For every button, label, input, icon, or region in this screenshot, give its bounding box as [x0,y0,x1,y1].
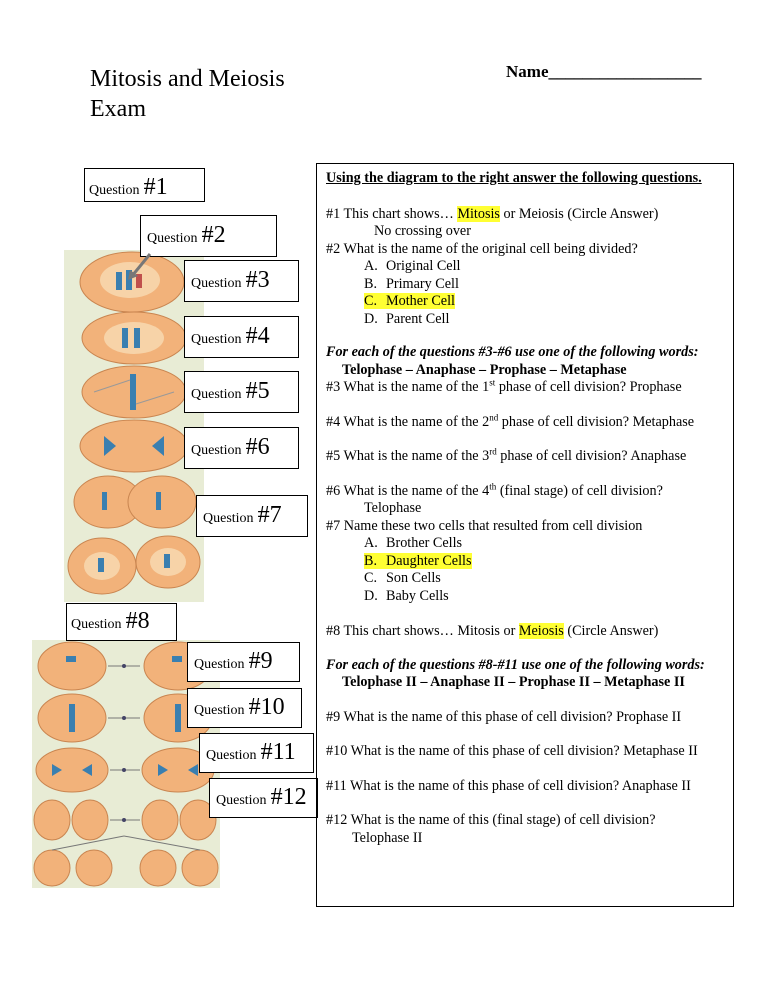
option-d[interactable]: D. Baby Cells [364,587,449,604]
question-6: #6 What is the name of the 4th (final stage) of cell division? [326,480,663,499]
option-a[interactable]: A. Brother Cells [364,535,463,551]
question-label-12 [209,778,318,818]
question-word: Question [216,793,267,808]
question-1: #1 This chart shows… Mitosis or Meiosis (Circle Answer) [326,205,659,222]
option-c[interactable]: C. Mother Cell [364,293,455,309]
question-10: #10 What is the name of this phase of cell division? Metaphase II [326,743,698,759]
question-label-10 [187,688,302,728]
question-label-1 [84,168,205,202]
question-number: #3 [245,267,270,293]
question-7-options [326,535,725,605]
answer-meiosis[interactable]: Meiosis [518,623,564,639]
question-2-arrow [126,252,156,282]
option-b[interactable]: B. Primary Cell [364,275,459,292]
question-3: #3 What is the name of the 1st phase of cell division? Prophase [326,377,682,395]
question-word: Question [191,387,242,402]
question-word: Question [203,511,254,526]
question-12: #12 What is the name of this (final stage) of cell division? [326,812,656,828]
mitosis-cells-illustration [64,250,204,602]
meiosis-row-1 [38,642,212,690]
question-number: #1 [143,174,168,200]
option-c[interactable]: C. Son Cells [364,570,441,586]
question-label-3 [184,260,299,302]
option-b[interactable]: B. Daughter Cells [364,552,472,569]
mitosis-cell-5 [74,476,196,528]
meiosis-row-2 [38,694,212,742]
question-word: Question [71,617,122,632]
question-number: #8 [125,608,150,634]
title-line-2: Exam [90,96,146,122]
question-7: #7 Name these two cells that resulted from cell division [326,517,643,534]
meiosis-row-4 [34,800,216,840]
question-number: #10 [248,694,285,720]
question-number: #11 [260,739,296,765]
question-word: Question [89,183,140,198]
question-number: #7 [257,502,282,528]
question-label-8 [66,603,177,641]
question-label-11 [199,733,314,773]
mitosis-diagram [64,250,204,602]
question-4: #4 What is the name of the 2nd phase of cell division? Metaphase [326,411,695,430]
section-2-instructions: For each of the questions #8-#11 use one of the following words: [326,656,705,673]
question-word: Question [147,231,198,246]
question-word: Question [191,443,242,458]
question-5: #5 What is the name of the 3rd phase of cell division? Anaphase [326,446,687,464]
question-6-answer: Telophase [364,500,422,516]
question-2-options [326,258,725,328]
question-11: #11 What is the name of this phase of cell division? Anaphase II [326,777,691,794]
question-word: Question [194,703,245,718]
question-8: #8 This chart shows… Mitosis or Meiosis (Circle Answer) [326,623,659,639]
question-number: #4 [245,323,270,349]
exam-title [90,64,285,124]
question-number: #9 [248,648,273,674]
question-word: Question [194,657,245,672]
mitosis-cell-4 [80,420,188,472]
mitosis-cell-3 [82,366,186,418]
question-label-7 [196,495,308,537]
question-label-4 [184,316,299,358]
meiosis-row-3 [36,748,214,792]
question-2: #2 What is the name of the original cell being divided? [326,240,638,257]
question-word: Question [206,748,257,763]
section-1-word-bank: Telophase – Anaphase – Prophase – Metaphase [342,361,627,378]
question-label-2 [140,215,277,257]
question-number: #6 [245,434,270,460]
mitosis-cell-2 [82,312,186,364]
question-number: #2 [201,222,226,248]
answer-panel [316,163,734,907]
question-label-5 [184,371,299,413]
meiosis-row-5 [34,836,218,886]
answer-mitosis[interactable]: Mitosis [457,205,500,222]
section-2-word-bank: Telophase II – Anaphase II – Prophase II – Metaphase II [342,674,685,690]
mitosis-cell-6 [68,536,200,594]
question-1-note: No crossing over [374,223,471,239]
title-line-1: Mitosis and Meiosis [90,66,285,92]
question-label-6 [184,427,299,469]
intro-instructions: Using the diagram to the right answer the following questions. [326,170,702,186]
name-field[interactable]: Name__________________ [506,62,702,81]
question-number: #5 [245,378,270,404]
question-9: #9 What is the name of this phase of cell division? Prophase II [326,708,682,725]
question-12-answer: Telophase II [352,829,423,846]
question-number: #12 [270,784,307,810]
question-word: Question [191,276,242,291]
question-label-9 [187,642,300,682]
question-word: Question [191,332,242,347]
option-a[interactable]: A. Original Cell [364,258,461,274]
section-1-instructions: For each of the questions #3-#6 use one of the following words: [326,344,699,360]
option-d[interactable]: D. Parent Cell [364,310,450,327]
